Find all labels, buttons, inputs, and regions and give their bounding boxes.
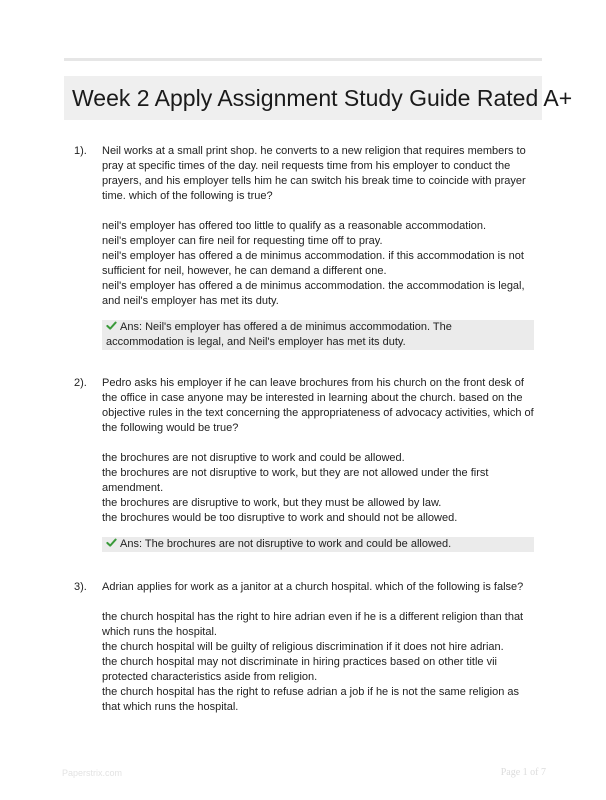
- answer-box: [102, 320, 534, 350]
- question-2: [74, 376, 542, 552]
- page-number: Page 1 of 7: [500, 767, 546, 778]
- checkmark-icon: [106, 537, 117, 548]
- option-1: neil's employer has offered too little to qualify as a reasonable accommodation.: [102, 220, 487, 232]
- question-number: 3).: [74, 581, 87, 593]
- option-2: the church hospital will be guilty of religious discrimination if it does not hire adrian.: [102, 641, 504, 653]
- page-title: Week 2 Apply Assignment Study Guide Rated A+: [72, 84, 573, 111]
- question-text: Pedro asks his employer if he can leave brochures from his church on the front desk of the office in case anyone may be interested in learning about the church. based on the objective rules in the text concerning the appropriateness of advocacy activities, which of the following would be true?: [102, 377, 534, 434]
- option-2: the brochures are not disruptive to work, but they are not allowed under the first amendment.: [102, 467, 489, 494]
- question-1: [74, 144, 542, 350]
- footer-watermark: Paperstrix.com: [62, 768, 123, 778]
- top-divider: [64, 58, 542, 61]
- option-3: the brochures are disruptive to work, but they must be allowed by law.: [102, 497, 442, 509]
- answer-text: Ans: The brochures are not disruptive to work and could be allowed.: [120, 538, 452, 550]
- title-banner: [64, 76, 573, 120]
- option-3: neil's employer has offered a de minimus accommodation. if this accommodation is not sufficient for neil, however, he can demand a different one.: [102, 250, 524, 277]
- option-2: neil's employer can fire neil for requesting time off to pray.: [102, 235, 383, 247]
- question-number: 2).: [74, 377, 87, 389]
- checkmark-icon: [106, 320, 117, 331]
- question-number: 1).: [74, 145, 87, 157]
- question-text: Adrian applies for work as a janitor at a church hospital. which of the following is false?: [102, 581, 524, 593]
- option-4: neil's employer has offered a de minimus accommodation. the accommodation is legal, and neil's employer has met its duty.: [102, 280, 525, 307]
- question-text: Neil works at a small print shop. he converts to a new religion that requires members to pray at specific times of the day. neil requests time from his employer to conduct the prayers, and his employer tells him he can switch his break time to coincide with prayer time. which of the following is true?: [102, 145, 526, 202]
- option-1: the brochures are not disruptive to work and could be allowed.: [102, 452, 405, 464]
- answer-text: Ans: Neil's employer has offered a de minimus accommodation. The accommodation is legal, and Neil's employer has met its duty.: [106, 321, 452, 348]
- answer-box: [102, 537, 534, 552]
- option-4: the church hospital has the right to refuse adrian a job if he is not the same religion as that which runs the hospital.: [102, 686, 520, 713]
- option-4: the brochures would be too disruptive to work and should not be allowed.: [102, 512, 458, 524]
- option-3: the church hospital may not discriminate in hiring practices based on other title vii protected characteristics aside from religion.: [102, 656, 497, 683]
- option-1: the church hospital has the right to hire adrian even if he is a different religion than that which runs the hospital.: [102, 611, 524, 638]
- question-3: [74, 580, 542, 715]
